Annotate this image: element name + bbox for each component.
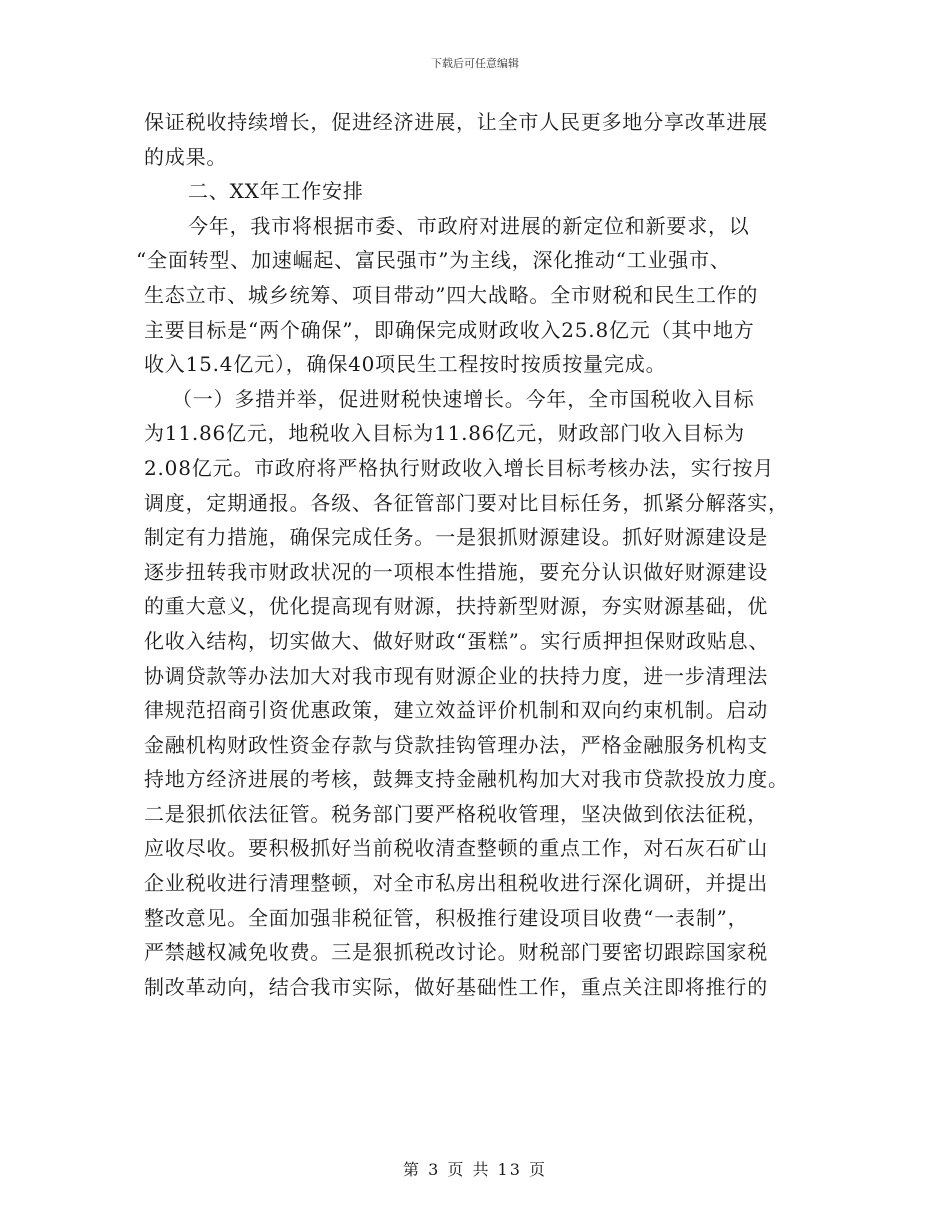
text-line: 为11.86亿元，地税收入目标为11.86亿元，财政部门收入目标为: [144, 421, 745, 446]
text-line: 持地方经济进展的考核，鼓舞支持金融机构加大对我市贷款投放力度。: [144, 767, 789, 792]
text-line: 的成果。: [144, 144, 228, 169]
text-line: “全面转型、加速崛起、富民强市”为主线，深化推动“工业强市、: [136, 248, 731, 273]
text-line: 主要目标是“两个确保”，即确保完成财政收入25.8亿元（其中地方: [144, 317, 755, 342]
text-line: 今年，我市将根据市委、市政府对进展的新定位和新要求，以: [188, 213, 750, 238]
text-line: 应收尽收。要积极抓好当前税收清查整顿的重点工作，对石灰石矿山: [144, 836, 768, 861]
text-line: 生态立市、城乡统筹、项目带动”四大战略。全市财税和民生工作的: [144, 282, 759, 307]
text-line: 的重大意义，优化提高现有财源，扶持新型财源，夯实财源基础，优: [144, 594, 768, 619]
text-line: 逐步扭转我市财政状况的一项根本性措施，要充分认识做好财源建设: [144, 559, 768, 584]
text-line: 严禁越权减免收费。三是狠抓税改讨论。财税部门要密切跟踪国家税: [144, 940, 768, 965]
text-line: 制定有力措施，确保完成任务。一是狠抓财源建设。抓好财源建设是: [144, 525, 768, 550]
text-line: 二是狠抓依法征管。税务部门要严格税收管理，坚决做到依法征税，: [144, 801, 768, 826]
text-line: 律规范招商引资优惠政策，建立效益评价机制和双向约束机制。启动: [144, 698, 768, 723]
page-number: 第 3 页 共 13 页: [403, 1160, 547, 1179]
body-text: [136, 105, 819, 1004]
text-line: 2.08亿元。市政府将严格执行财政收入增长目标考核办法，实行按月: [144, 455, 775, 480]
text-line: 金融机构财政性资金存款与贷款挂钩管理办法，严格金融服务机构支: [144, 732, 768, 757]
text-line: 收入15.4亿元），确保40项民生工程按时按质按量完成。: [144, 352, 667, 377]
text-line: 化收入结构，切实做大、做好财政“蛋糕”。实行质押担保财政贴息、: [144, 628, 770, 653]
page-header: 下载后可任意编辑: [431, 57, 519, 70]
subsection-line: （一）多措并举，促进财税快速增长。今年，全市国税收入目标: [172, 386, 755, 411]
text-line: 协调贷款等办法加大对我市现有财源企业的扶持力度，进一步清理法: [144, 663, 768, 688]
text-line: 制改革动向，结合我市实际，做好基础性工作，重点关注即将推行的: [144, 974, 768, 999]
text-line: 调度，定期通报。各级、各征管部门要对比目标任务，抓紧分解落实，: [144, 490, 789, 515]
section-heading: 二、XX年工作安排: [188, 179, 364, 204]
text-line: 企业税收进行清理整顿，对全市私房出租税收进行深化调研，并提出: [144, 871, 768, 896]
text-line: 整改意见。全面加强非税征管，积极推行建设项目收费“一表制”，: [144, 905, 749, 930]
text-line: 保证税收持续增长，促进经济进展，让全市人民更多地分享改革进展: [144, 110, 768, 134]
